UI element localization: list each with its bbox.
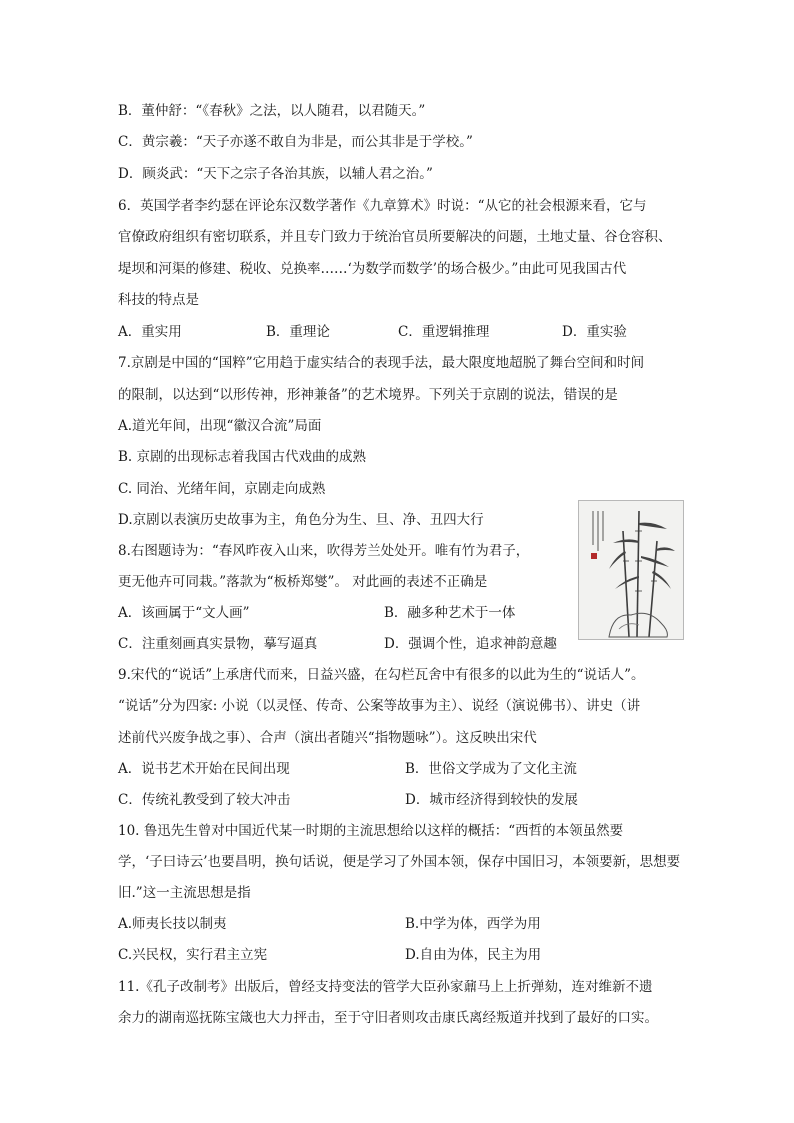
question-9-line3: 述前代兴废争战之事）、合声（演出者随兴“指物题咏”）。这反映出宋代 xyxy=(118,730,537,746)
question-8-line2: 更无他卉可同栽。”落款为“板桥郑燮”。 对此画的表述不正确是 xyxy=(118,574,488,590)
q9-option-c: C．传统礼教受到了较大冲击 xyxy=(118,792,291,808)
question-8-line1: 8.右图题诗为：“春风昨夜入山来，吹得芳兰处处开。唯有竹为君子， xyxy=(118,543,530,559)
q8-option-d: D．强调个性，追求神韵意趣 xyxy=(384,636,557,652)
q8-option-b: B．融多种艺术于一体 xyxy=(384,605,516,621)
question-9-line2: “说话”分为四家: 小说（以灵怪、传奇、公案等故事为主）、说经（演说佛书）、讲史（讲 xyxy=(118,698,641,714)
question-6-line2: 官僚政府组织有密切联系，并且专门致力于统治官员所要解决的问题，土地丈量、谷仓容积、 xyxy=(118,229,672,245)
question-10-line2: 学，‘子曰诗云’也要昌明，换句话说，便是学习了外国本领，保存中国旧习，本领要新，思想要 xyxy=(118,854,681,870)
q9-option-a: A．说书艺术开始在民间出现 xyxy=(118,761,290,777)
q10-option-b: B.中学为体，西学为用 xyxy=(405,916,541,932)
q9-option-d: D．城市经济得到较快的发展 xyxy=(405,792,578,808)
question-7-line2: 的限制，以达到“以形传神，形神兼备”的艺术境界。下列关于京剧的说法，错误的是 xyxy=(118,387,618,403)
q6-option-b: B．重理论 xyxy=(266,324,330,340)
q6-option-d: D．重实验 xyxy=(562,324,627,340)
q10-option-c: C.兴民权，实行君主立宪 xyxy=(118,947,268,963)
q10-option-a: A.师夷长技以制夷 xyxy=(118,916,227,932)
question-7-line1: 7.京剧是中国的“国粹”它用趋于虚实结合的表现手法，最大限度地超脱了舞台空间和时间 xyxy=(118,355,645,371)
q8-option-a: A．该画属于“文人画” xyxy=(118,605,250,621)
question-11-line1: 11.《孔子改制考》出版后，曾经支持变法的管学大臣孙家鼐马上上折弹劾，连对维新不遗 xyxy=(118,979,653,995)
q6-option-c: C．重逻辑推理 xyxy=(398,324,490,340)
question-6-line3: 堤坝和河渠的修建、税收、兑换率……‘为数学而数学’的场合极少。”由此可见我国古代 xyxy=(118,261,627,277)
q7-option-c: C. 同治、光绪年间，京剧走向成熟 xyxy=(118,481,326,497)
bamboo-painting-icon xyxy=(578,500,684,640)
q9-option-b: B．世俗文学成为了文化主流 xyxy=(405,761,577,777)
question-11-line2: 余力的湖南巡抚陈宝箴也大力抨击，至于守旧者则攻击康氏离经叛道并找到了最好的口实。 xyxy=(118,1010,658,1026)
question-10-line1: 10. 鲁迅先生曾对中国近代某一时期的主流思想给以这样的概括：“西哲的本领虽然要 xyxy=(118,823,624,839)
question-9-line1: 9.宋代的“说话”上承唐代而来，日益兴盛，在勾栏瓦舍中有很多的以此为生的“说话人”。 xyxy=(118,667,645,683)
question-10-line3: 旧.”这一主流思想是指 xyxy=(118,885,251,901)
q7-option-b: B. 京剧的出现标志着我国古代戏曲的成熟 xyxy=(118,449,367,465)
option-c-huang: C．黄宗羲：“天子亦遂不敢自为非是，而公其非是于学校。” xyxy=(118,134,473,150)
option-d-gu: D．顾炎武：“天下之宗子各治其族，以辅人君之治。” xyxy=(118,166,433,182)
question-6-line1: 6．英国学者李约瑟在评论东汉数学著作《九章算术》时说：“从它的社会根源来看，它与 xyxy=(118,198,647,214)
q7-option-d: D.京剧以表演历史故事为主，角色分为生、旦、净、丑四大行 xyxy=(118,512,484,528)
q7-option-a: A.道光年间，出现“徽汉合流”局面 xyxy=(118,418,322,434)
option-b-dong: B．董仲舒：“《春秋》之法，以人随君，以君随天。” xyxy=(118,103,426,119)
q8-option-c: C．注重刻画真实景物，摹写逼真 xyxy=(118,636,318,652)
q10-option-d: D.自由为体，民主为用 xyxy=(405,947,542,963)
q6-option-a: A．重实用 xyxy=(118,324,182,340)
question-6-line4: 科技的特点是 xyxy=(118,292,199,308)
